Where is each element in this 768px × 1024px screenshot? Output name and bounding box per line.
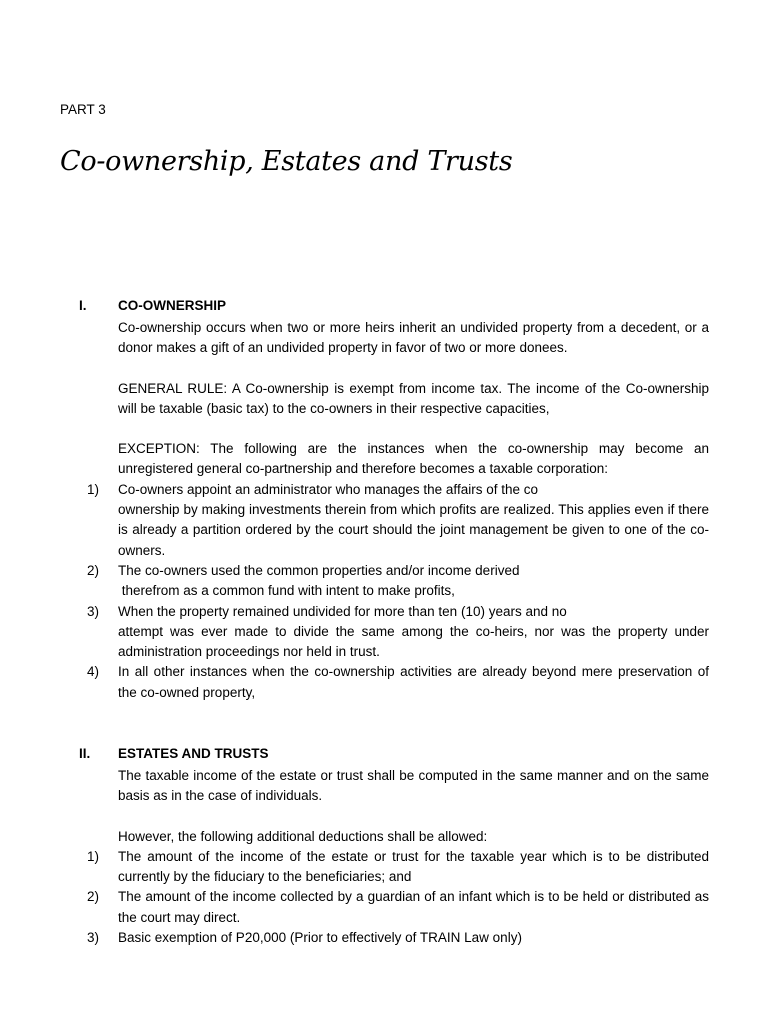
list-number: 1) [87,848,100,864]
list-item [87,928,709,948]
list-item-line: When the property remained undivided for more than ten (10) years and no [118,603,567,619]
section-heading [0,298,768,318]
exception-paragraph: EXCEPTION: The following are the instances when the co-ownership may become an unregistered general co-partnership and therefore becomes a taxable corporation: [118,441,709,477]
list-item [87,561,709,602]
general-rule-paragraph: GENERAL RULE: A Co-ownership is exempt from income tax. The income of the Co-ownership will be taxable (basic tax) to the co-owners in their respective capacities, [118,380,709,416]
list-number: 3) [87,603,100,619]
estates-trusts-intro: The taxable income of the estate or trust shall be computed in the same manner and on the same basis as in the case of individuals. [118,768,709,804]
list-item-text: ownership by making investments therein from which profits are realized. This applies even if there is already a partition ordered by the court should the joint management be given to one of the co-owners. [118,502,709,558]
list-number: 4) [87,664,100,680]
list-item-text: attempt was ever made to divide the same among the co-heirs, nor was the property under administration proceedings nor held in trust. [118,623,709,660]
list-item-text: The amount of the income collected by a guardian of an infant which is to be held or distributed as the court may direct. [118,889,709,925]
list-item [87,662,709,703]
list-number: 3) [87,930,100,946]
list-number: 1) [87,481,100,497]
co-ownership-definition: Co-ownership occurs when two or more heirs inherit an undivided property from a decedent, or a donor makes a gift of an undivided property in favor of two or more donees. [118,320,709,356]
section-estates-trusts [0,746,768,948]
list-number: 2) [87,889,100,905]
list-item-text: The amount of the income of the estate or trust for the taxable year which is to be distributed currently by the fiduciary to the beneficiaries; and [118,848,709,885]
list-item-line: The co-owners used the common properties and/or income derived [118,562,520,578]
section-title: ESTATES AND TRUSTS [118,746,269,761]
section-number: II. [79,746,91,761]
section-co-ownership [0,298,768,703]
list-number: 2) [87,562,100,578]
part-label: PART 3 [60,102,106,117]
exception-list [0,480,768,703]
deductions-list [0,847,768,948]
section-heading [0,746,768,766]
list-item [87,602,709,663]
list-item [87,480,709,561]
list-item-line: Co-owners appoint an administrator who manages the affairs of the co [118,481,538,497]
list-item-line: therefrom as a common fund with intent to make profits, [118,583,455,599]
list-item-text: In all other instances when the co-ownership activities are already beyond mere preservation of the co-owned property, [118,664,709,700]
list-item [87,847,709,888]
list-item [87,887,709,928]
additional-deductions-intro: However, the following additional deductions shall be allowed: [118,828,488,844]
section-number: I. [79,298,87,313]
list-item-text: Basic exemption of P20,000 (Prior to effectively of TRAIN Law only) [118,930,522,946]
page-title: Co-ownership, Estates and Trusts [60,146,513,177]
section-title: CO-OWNERSHIP [118,298,226,313]
